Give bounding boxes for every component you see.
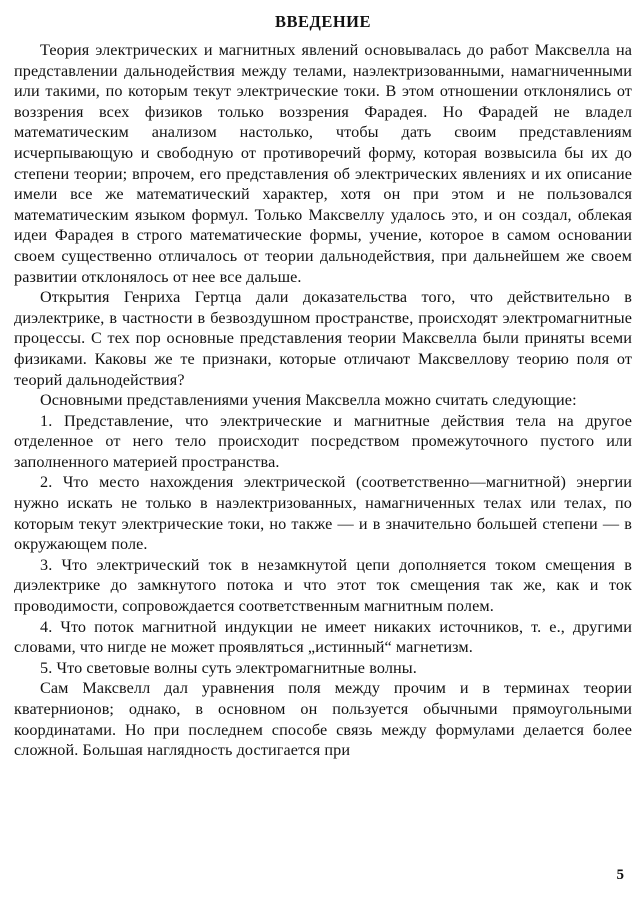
- list-item-1: 1. Представление, что электрические и магнитные действия тела на другое отделенное от него тело происходит посредством промежуточного пустого или заполненного материей пространства.: [14, 411, 632, 471]
- list-item-4: 4. Что поток магнитной индукции не имеет никаких источников, т. е., другими словами, что нигде не может проявляться „истинный“ магнетизм.: [14, 617, 632, 657]
- list-item-5: 5. Что световые волны суть электромагнитные волны.: [40, 658, 417, 677]
- list-item-2: 2. Что место нахождения электрической (соответственно—магнитной) энергии нужно искать не только в наэлектризованных, намагниченных телах или телах, по которым текут электрические токи, но также — и в значительно большей степени — в окружающем поле.: [14, 473, 632, 554]
- paragraph-principles-lead: Основными представлениями учения Максвелла можно считать следующие:: [40, 391, 577, 410]
- book-page: [14, 8, 632, 894]
- chapter-title: ВВЕДЕНИЕ: [274, 12, 372, 31]
- page-number: 5: [616, 867, 624, 883]
- paragraph-quaternions: Сам Максвелл дал уравнения поля между прочим и в терминах теории кватернионов; однако, в основном он пользуется обычными прямоугольными координатами. Но при последнем способе связь между формулами делается более сложной. Большая наглядность достигается при: [14, 679, 632, 760]
- paragraph-hertz: Открытия Генриха Гертца дали доказательства того, что действительно в диэлектрике, в частности в безвоздушном пространстве, происходят электромагнитные процессы. С тех пор основные представления теории Максвелла были приняты всеми физиками. Каковы же те признаки, которые отличают Максвеллову теорию поля от теорий дальнодействия?: [14, 288, 632, 389]
- paragraph-intro: Теория электрических и магнитных явлений основывалась до работ Максвелла на представлении дальнодействия между телами, наэлектризованными, намагниченными или такими, по которым текут электрические токи. В этом отношении отклонялись от воззрения всех физиков только воззрения Фарадея. Но Фарадей не владел математическим анализом настолько, чтобы дать своим представлениям исчерпывающую и свободную от противоречий форму, которая возвысила бы их до степени теории; впрочем, его представления об электрических явлениях и их описание имели все же математический характер, хотя он при этом и не пользовался математическим языком формул. Только Максвеллу удалось это, и он создал, облекая идеи Фарадея в строго математические формы, учение, которое в самом основании своем существенно отличалось от теории дальнодействия, при дальнейшем же своем развитии отклонялось от нее все дальше.: [14, 41, 632, 286]
- chapter-body: [14, 40, 632, 761]
- list-item-3: 3. Что электрический ток в незамкнутой цепи дополняется током смещения в диэлектрике до замкнутого потока и что этот ток смещения так же, как и ток проводимости, сопровождается соответственным магнитным полем.: [14, 555, 632, 616]
